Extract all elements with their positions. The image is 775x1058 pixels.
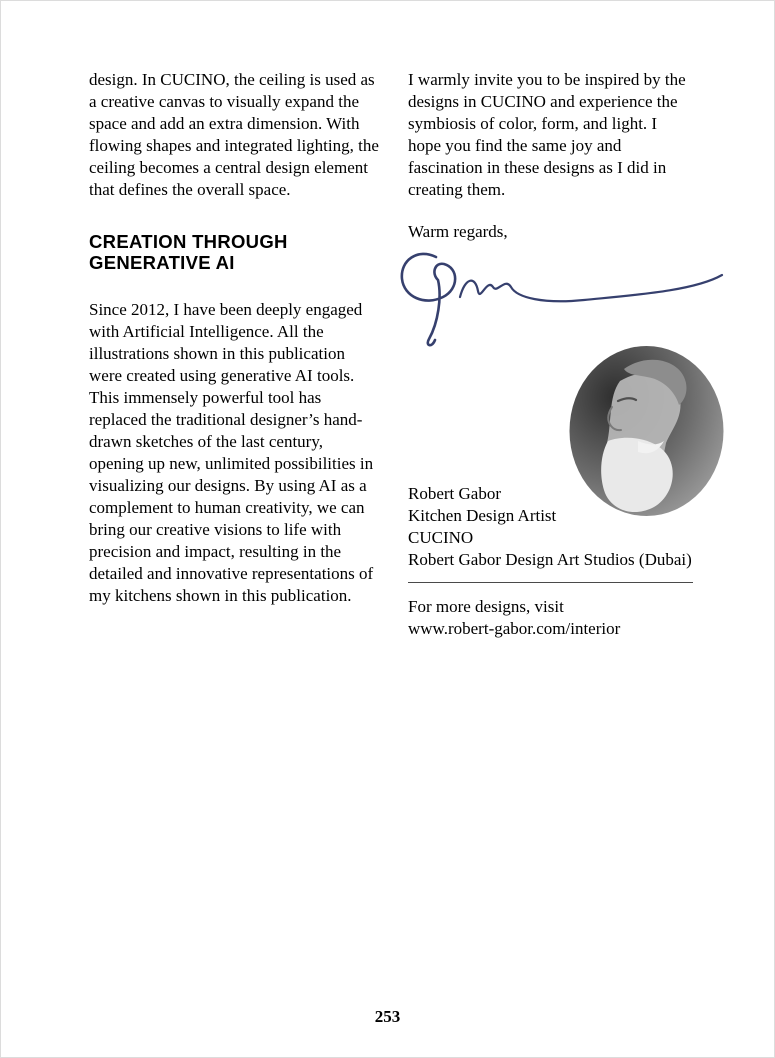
- credit-role: Kitchen Design Artist: [408, 506, 557, 525]
- footer-text: For more designs, visit: [408, 597, 564, 616]
- paragraph-generative-ai: Since 2012, I have been deeply engaged with Artificial Intelligence. All the illustrations shown in this publication were created using generative AI tools. This immensely powerful tool has replaced the traditional designer’s hand-drawn sketches of the last century, opening up new, unlimited possibilities in visualizing our designs. By using AI as a complement to human creativity, we can bring our creative visions to life with precision and impact, resulting in the detailed and innovative representations of my kitchens shown in this publication.: [89, 300, 374, 605]
- right-column: [408, 69, 693, 640]
- signature-stroke-flourish: [402, 254, 455, 345]
- salutation-text: Warm regards,: [408, 222, 508, 241]
- signature-stroke-tail: [460, 275, 722, 301]
- section-heading: [89, 231, 381, 273]
- signature-image: [392, 247, 727, 347]
- credit-studio: Robert Gabor Design Art Studios (Dubai): [408, 550, 692, 569]
- left-column: [89, 69, 381, 607]
- heading-line-2: GENERATIVE AI: [89, 252, 235, 273]
- author-portrait-photo: [568, 345, 725, 517]
- page-number: 253: [374, 1007, 401, 1026]
- portrait-artwork: [568, 345, 725, 517]
- heading-line-1: CREATION THROUGH: [89, 231, 288, 252]
- paragraph-ceiling-design: design. In CUCINO, the ceiling is used as a creative canvas to visually expand the space and add an extra dimension. With flowing shapes and integrated lighting, the ceiling becomes a central design element that defines the overall space.: [89, 70, 379, 199]
- credit-name: Robert Gabor: [408, 484, 502, 503]
- footer-note: [408, 596, 693, 640]
- divider-rule: [408, 582, 693, 583]
- footer-website-url: www.robert-gabor.com/interior: [408, 619, 621, 638]
- credit-brand: CUCINO: [408, 528, 474, 547]
- author-bio-block: [408, 347, 693, 640]
- paragraph-invitation: I warmly invite you to be inspired by the designs in CUCINO and experience the symbiosis of color, form, and light. I hope you find the same joy and fascination in these designs as I did in creating them.: [408, 70, 686, 199]
